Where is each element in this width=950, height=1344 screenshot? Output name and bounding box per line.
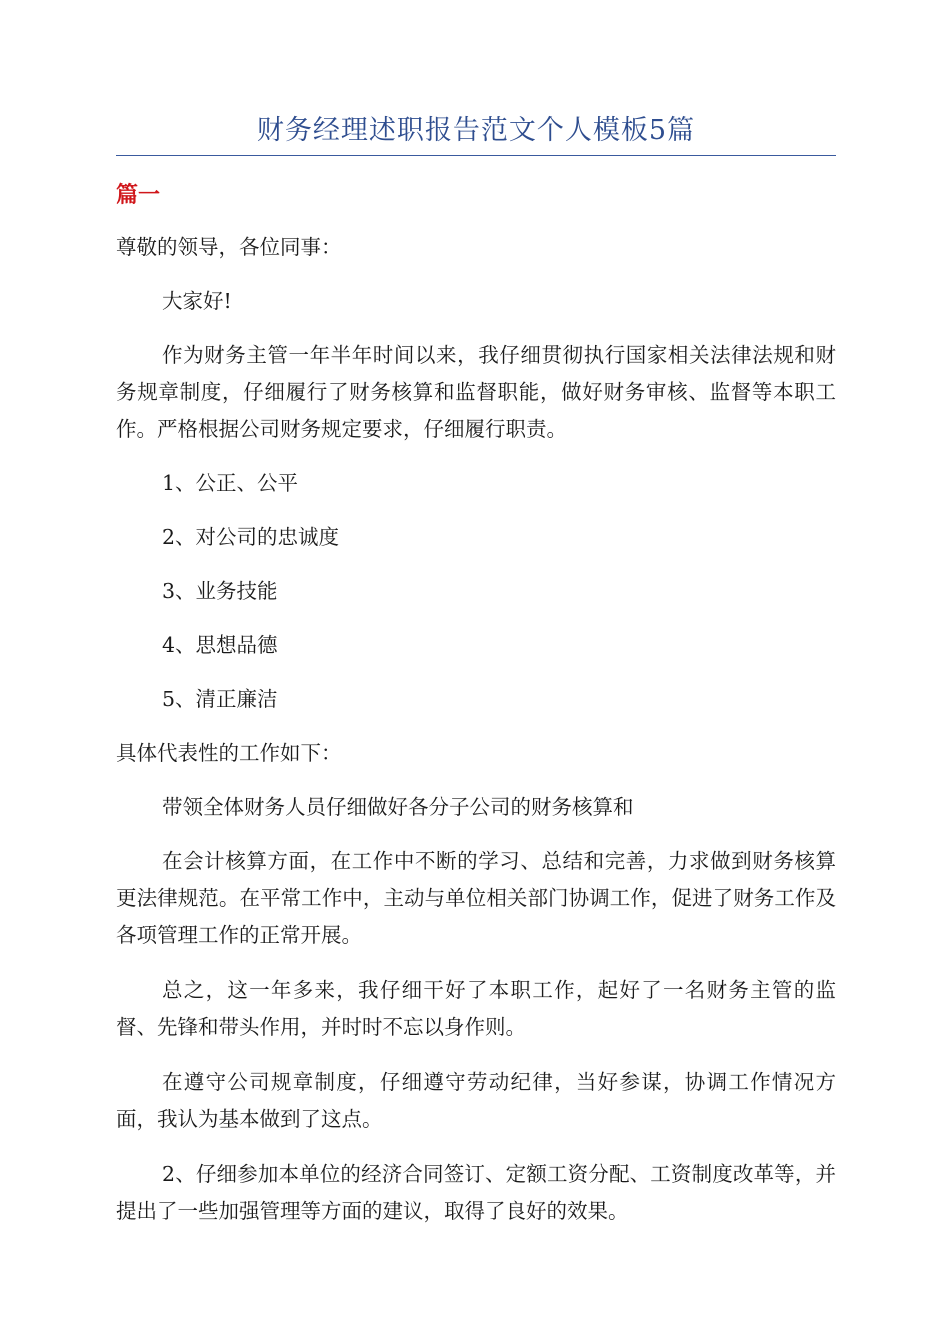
list-item: 4、思想品德 (162, 633, 278, 657)
document-page (116, 108, 836, 1230)
list-item: 5、清正廉洁 (162, 687, 278, 711)
list-item: 3、业务技能 (162, 579, 278, 603)
work-heading: 具体代表性的工作如下： (116, 741, 342, 765)
document-title: 财务经理述职报告范文个人模板5篇 (116, 108, 836, 156)
salutation: 尊敬的领导，各位同事： (116, 235, 342, 259)
body-paragraph: 总之，这一年多来，我仔细干好了本职工作，起好了一名财务主管的监督、先锋和带头作用，并时时不忘以身作则。 (116, 978, 836, 1039)
body-paragraph: 带领全体财务人员仔细做好各分子公司的财务核算和 (162, 795, 634, 819)
body-paragraph: 2、仔细参加本单位的经济合同签订、定额工资分配、工资制度改革等，并提出了一些加强管理等方面的建议，取得了良好的效果。 (116, 1162, 836, 1223)
greeting: 大家好! (162, 289, 232, 313)
list-item: 1、公正、公平 (162, 471, 299, 495)
list-item: 2、对公司的忠诚度 (162, 525, 340, 549)
section-heading: 篇一 (116, 182, 161, 208)
body-paragraph: 在遵守公司规章制度，仔细遵守劳动纪律，当好参谋，协调工作情况方面，我认为基本做到了这点。 (116, 1070, 836, 1131)
intro-paragraph: 作为财务主管一年半年时间以来，我仔细贯彻执行国家相关法律法规和财务规章制度，仔细履行了财务核算和监督职能，做好财务审核、监督等本职工作。严格根据公司财务规定要求，仔细履行职责。 (116, 343, 836, 441)
body-paragraph: 在会计核算方面，在工作中不断的学习、总结和完善，力求做到财务核算更法律规范。在平常工作中，主动与单位相关部门协调工作，促进了财务工作及各项管理工作的正常开展。 (116, 849, 836, 947)
